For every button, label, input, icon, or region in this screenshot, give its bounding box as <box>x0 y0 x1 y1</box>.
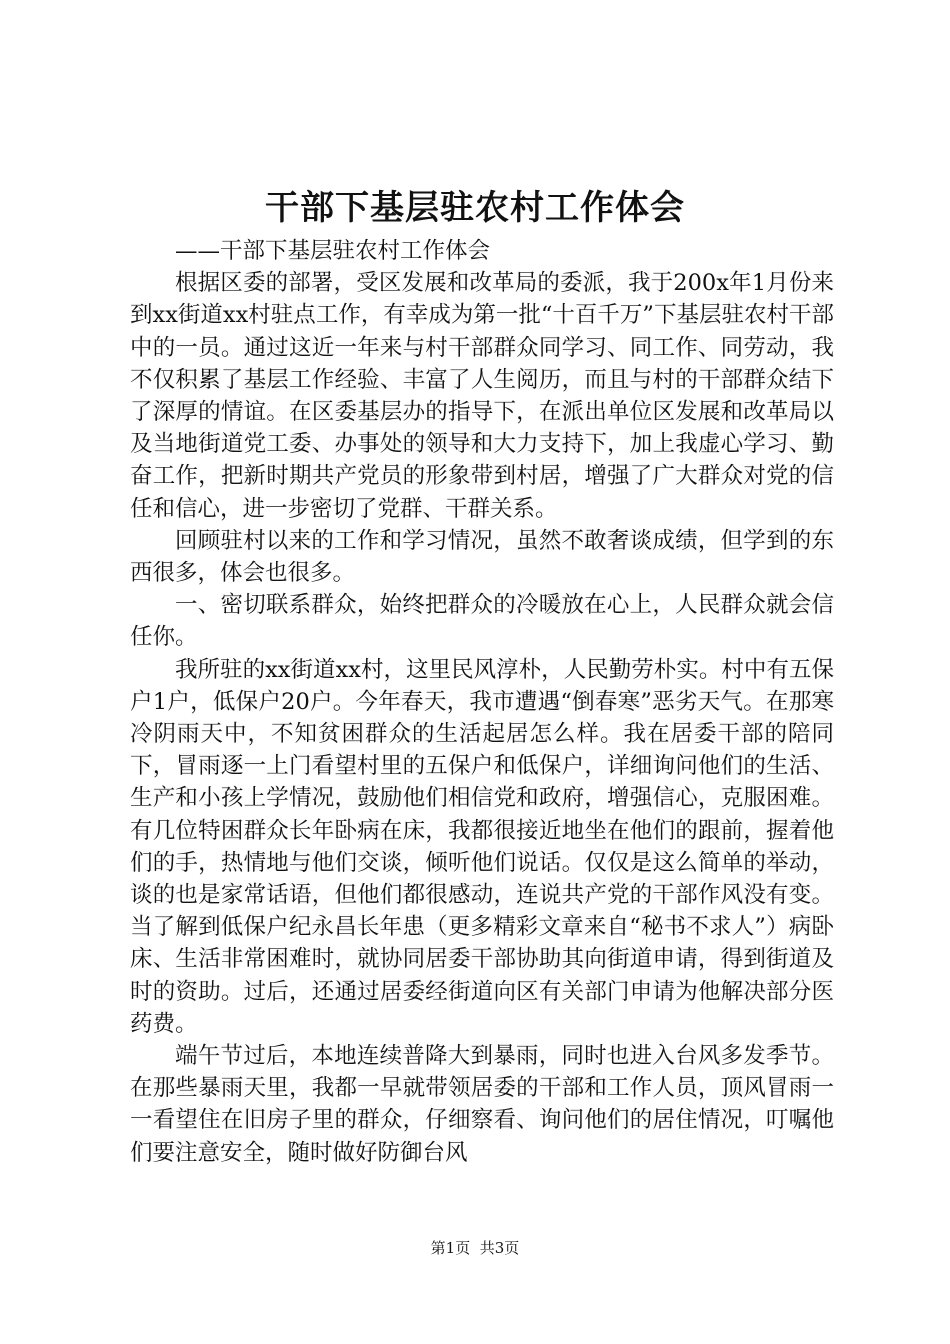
document-title: 干部下基层驻农村工作体会 <box>265 188 685 228</box>
body-paragraph: 端午节过后，本地连续普降大到暴雨，同时也进入台风多发季节。在那些暴雨天里，我都一早就带领居委的干部和工作人员，顶风冒雨一一看望住在旧房子里的群众，仔细察看、询问他们的居住情况，叮嘱他们要注意安全，随时做好防御台风 <box>130 1043 834 1166</box>
subtitle-paragraph: ——干部下基层驻农村工作体会 <box>175 238 491 264</box>
body-paragraph: 根据区委的部署，受区发展和改革局的委派，我于200x年1月份来到xx街道xx村驻点工作，有幸成为第一批“十百千万”下基层驻农村干部中的一员。通过这近一年来与村干部群众同学习、同工作、同劳动，我不仅积累了基层工作经验、丰富了人生阅历，而且与村的干部群众结下了深厚的情谊。在区委基层办的指导下，在派出单位区发展和改革局以及当地街道党工委、办事处的领导和大力支持下，加上我虚心学习、勤奋工作，把新时期共产党员的形象带到村居，增强了广大群众对党的信任和信心，进一步密切了党群、干群关系。 <box>130 270 834 522</box>
page-number: 第1页 <box>430 1239 471 1257</box>
section-heading-paragraph: 一、密切联系群众，始终把群众的冷暖放在心上，人民群众就会信任你。 <box>130 592 834 651</box>
body-paragraph: 回顾驻村以来的工作和学习情况，虽然不敢奢谈成绩，但学到的东西很多，体会也很多。 <box>130 527 834 587</box>
document-body <box>130 235 834 1169</box>
body-paragraph: 我所驻的xx街道xx村，这里民风淳朴，人民勤劳朴实。村中有五保户1户，低保户20户。今年春天，我市遭遇“倒春寒”恶劣天气。在那寒冷阴雨天中，不知贫困群众的生活起居怎么样。我在居委干部的陪同下，冒雨逐一上门看望村里的五保户和低保户，详细询问他们的生活、生产和小孩上学情况，鼓励他们相信党和政府，增强信心，克服困难。有几位特困群众长年卧病在床，我都很接近地坐在他们的跟前，握着他们的手，热情地与他们交谈，倾听他们说话。仅仅是这么简单的举动，谈的也是家常话语，但他们都很感动，连说共产党的干部作风没有变。当了解到低保户纪永昌长年患（更多精彩文章来自“秘书不求人”）病卧床、生活非常困难时，就协同居委干部协助其向街道申请，得到街道及时的资助。过后，还通过居委经街道向区有关部门申请为他解决部分医药费。 <box>130 656 834 1037</box>
page-footer <box>0 1238 950 1258</box>
page-total: 共3页 <box>479 1239 520 1257</box>
